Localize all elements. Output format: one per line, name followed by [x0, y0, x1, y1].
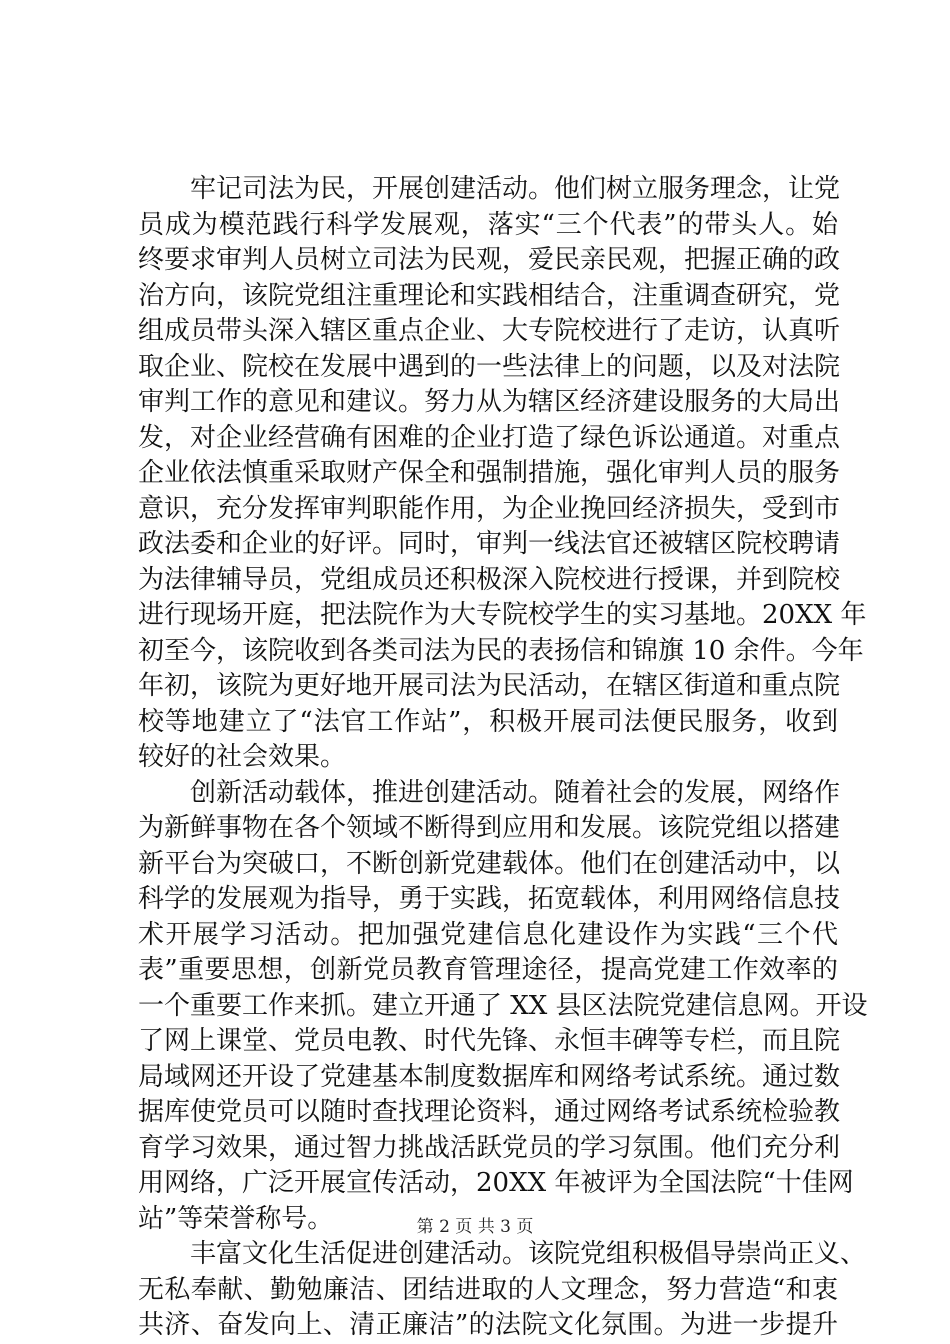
text-line: 校等地建立了“法官工作站”，积极开展司法便民服务，收到	[138, 706, 838, 737]
text-line: 据库使党员可以随时查找理论资料，通过网络考试系统检验教	[138, 1097, 841, 1127]
text-line: 发，对企业经营确有困难的企业打造了绿色诉讼通道。对重点	[138, 422, 841, 453]
text-line: 员成为模范践行科学发展观，落实“三个代表”的带头人。始	[138, 209, 838, 240]
text-line: 表”重要思想，创新党员教育管理途径，提高党建工作效率的	[138, 955, 838, 985]
text-line: 为新鲜事物在各个领域不断得到应用和发展。该院党组以搭建	[138, 813, 841, 843]
text-line: 丰富文化生活促进创建活动。该院党组积极倡导崇尚正义、	[190, 1239, 867, 1269]
text-line: 共济、奋发向上、清正廉洁”的法院文化氛围。为进一步提升	[138, 1310, 838, 1340]
text-line: 终要求审判人员树立司法为民观，爱民亲民观，把握正确的政	[138, 245, 841, 275]
text-line: 站”等荣誉称号。	[138, 1203, 334, 1234]
text-line: 组成员带头深入辖区重点企业、大专院校进行了走访，认真听	[138, 316, 841, 346]
page-footer: 第 2 页 共 3 页	[416, 1217, 534, 1237]
text-line: 较好的社会效果。	[138, 742, 347, 772]
text-line: 进行现场开庭，把法院作为大专院校学生的实习基地。20XX 年	[138, 600, 867, 630]
text-line: 育学习效果，通过智力挑战活跃党员的学习氛围。他们充分利	[138, 1132, 841, 1163]
text-line: 一个重要工作来抓。建立开通了 XX 县区法院党建信息网。开设	[138, 990, 868, 1021]
text-line: 新平台为突破口，不断创新党建载体。他们在创建活动中，以	[138, 848, 841, 879]
text-line: 无私奉献、勤勉廉洁、团结进取的人文理念，努力营造“和衷	[138, 1274, 838, 1305]
text-line: 创新活动载体，推进创建活动。随着社会的发展，网络作	[190, 777, 841, 808]
paragraph	[138, 776, 868, 1238]
text-line: 了网上课堂、党员电教、时代先锋、永恒丰碑等专栏，而且院	[138, 1026, 841, 1056]
body-text	[138, 172, 868, 1344]
text-line: 企业依法慎重采取财产保全和强制措施，强化审判人员的服务	[138, 458, 841, 488]
text-line: 年初，该院为更好地开展司法为民活动，在辖区街道和重点院	[138, 671, 841, 701]
text-line: 为法律辅导员，党组成员还积极深入院校进行授课，并到院校	[138, 564, 841, 595]
text-line: 治方向，该院党组注重理论和实践相结合，注重调查研究，党	[138, 280, 841, 311]
text-line: 科学的发展观为指导，勇于实践，拓宽载体，利用网络信息技	[138, 884, 841, 914]
text-line: 政法委和企业的好评。同时，审判一线法官还被辖区院校聘请	[138, 529, 841, 559]
paragraph	[138, 172, 867, 776]
text-line: 意识，充分发挥审判职能作用，为企业挽回经济损失，受到市	[138, 493, 841, 524]
text-line: 用网络，广泛开展宣传活动，20XX 年被评为全国法院“十佳网	[138, 1168, 854, 1198]
text-line: 初至今，该院收到各类司法为民的表扬信和锦旗 10 余件。今年	[138, 635, 864, 666]
text-line: 术开展学习活动。把加强党建信息化建设作为实践“三个代	[138, 919, 838, 950]
text-line: 审判工作的意见和建议。努力从为辖区经济建设服务的大局出	[138, 387, 841, 417]
text-line: 取企业、院校在发展中遇到的一些法律上的问题，以及对法院	[138, 351, 841, 382]
text-line: 牢记司法为民，开展创建活动。他们树立服务理念，让党	[190, 174, 841, 204]
text-line: 局域网还开设了党建基本制度数据库和网络考试系统。通过数	[138, 1061, 841, 1092]
paragraph	[138, 1237, 867, 1344]
